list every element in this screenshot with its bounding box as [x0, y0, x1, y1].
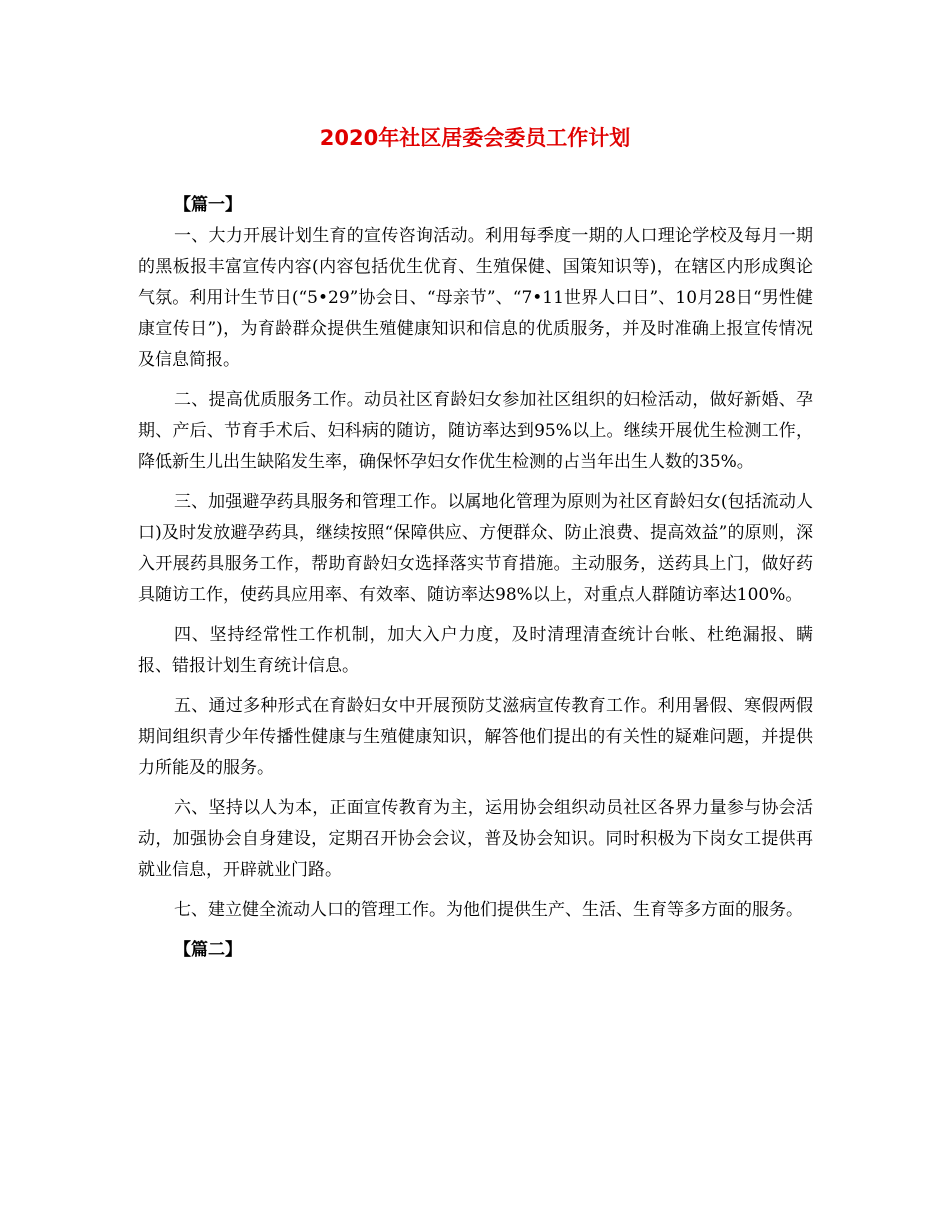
- section-heading-2: 【篇二】: [174, 940, 242, 960]
- document-title: 2020年社区居委会委员工作计划: [319, 126, 631, 150]
- paragraph-3: 三、加强避孕药具服务和管理工作。以属地化管理为原则为社区育龄妇女(包括流动人口)及时发放避孕药具，继续按照“保障供应、方便群众、防止浪费、提高效益”的原则，深入开展药具服务工作，帮助育龄妇女选择落实节育措施。主动服务，送药具上门，做好药具随访工作，使药具应用率、有效率、随访率达98%以上，对重点人群随访率达100%。: [138, 492, 813, 605]
- paragraph-7: 七、建立健全流动人口的管理工作。为他们提供生产、生活、生育等多方面的服务。: [174, 900, 803, 920]
- paragraph-2: 二、提高优质服务工作。动员社区育龄妇女参加社区组织的妇检活动，做好新婚、孕期、产后、节育手术后、妇科病的随访，随访率达到95%以上。继续开展优生检测工作，降低新生儿出生缺陷发生率，确保怀孕妇女作优生检测的占当年出生人数的35%。: [138, 390, 813, 472]
- paragraph-5: 五、通过多种形式在育龄妇女中开展预防艾滋病宣传教育工作。利用暑假、寒假两假期间组织青少年传播性健康与生殖健康知识，解答他们提出的有关性的疑难问题，并提供力所能及的服务。: [138, 696, 813, 778]
- document-body: [138, 190, 813, 966]
- paragraph-4: 四、坚持经常性工作机制，加大入户力度，及时清理清查统计台帐、杜绝漏报、瞒报、错报计划生育统计信息。: [138, 625, 813, 676]
- paragraph-1: 一、大力开展计划生育的宣传咨询活动。利用每季度一期的人口理论学校及每月一期的黑板报丰富宣传内容(内容包括优生优育、生殖保健、国策知识等)，在辖区内形成舆论气氛。利用计生节日(“5•29”协会日、“母亲节”、“7•11世界人口日”、10月28日“男性健康宣传日”)，为育龄群众提供生殖健康知识和信息的优质服务，并及时准确上报宣传情况及信息简报。: [138, 226, 813, 370]
- paragraph-6: 六、坚持以人为本，正面宣传教育为主，运用协会组织动员社区各界力量参与协会活动，加强协会自身建设，定期召开协会会议，普及协会知识。同时积极为下岗女工提供再就业信息，开辟就业门路。: [138, 798, 813, 880]
- section-heading-1: 【篇一】: [174, 195, 242, 215]
